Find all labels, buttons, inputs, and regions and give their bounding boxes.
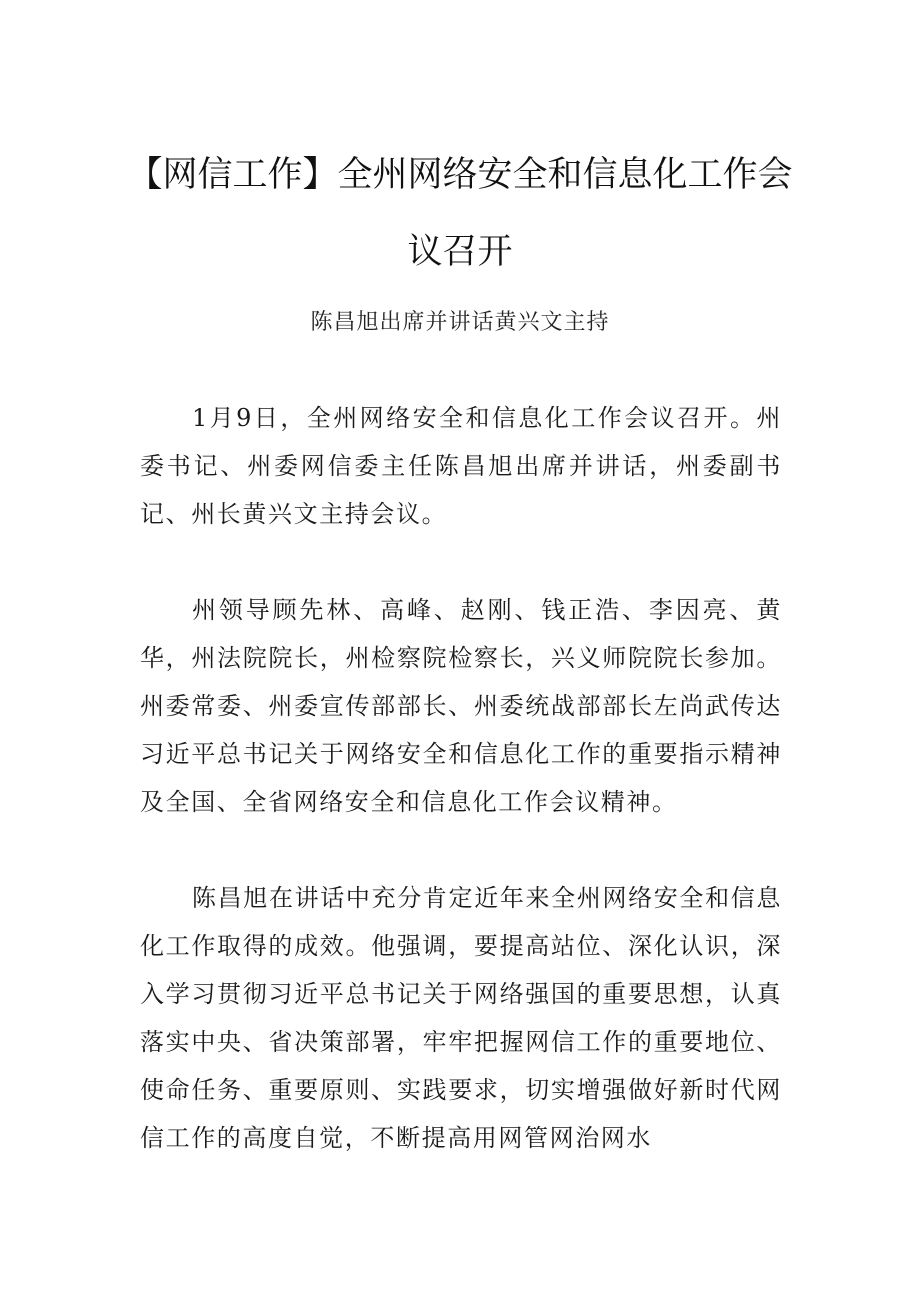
paragraph-2: 州领导顾先林、高峰、赵刚、钱正浩、李因亮、黄华，州法院院长，州检察院检察长，兴义师院院长参加。州委常委、州委宣传部部长、州委统战部部长左尚武传达习近平总书记关于网络安全和信息化工作的重要指示精神及全国、全省网络安全和信息化工作会议精神。 bbox=[140, 596, 782, 816]
paragraph-1: 1月9日，全州网络安全和信息化工作会议召开。州委书记、州委网信委主任陈昌旭出席并讲话，州委副书记、州长黄兴文主持会议。 bbox=[140, 404, 782, 528]
document-subtitle: 陈昌旭出席并讲话黄兴文主持 bbox=[310, 310, 610, 335]
paragraph-3: 陈昌旭在讲话中充分肯定近年来全州网络安全和信息化工作取得的成效。他强调，要提高站位、深化认识，深入学习贯彻习近平总书记关于网络强国的重要思想，认真落实中央、省决策部署，牢牢把握网信工作的重要地位、使命任务、重要原则、实践要求，切实增强做好新时代网信工作的高度自觉，不断提高用网管网治网水 bbox=[140, 884, 782, 1152]
document-title: 【网信工作】全州网络安全和信息化工作会议召开 bbox=[127, 155, 793, 272]
